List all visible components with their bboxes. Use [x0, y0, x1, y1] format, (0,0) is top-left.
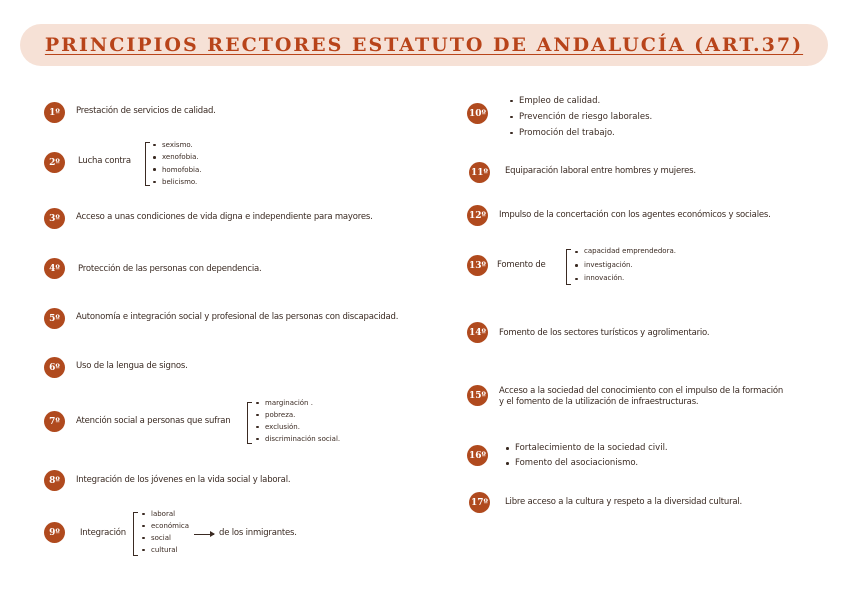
list-item: Fomento del asociacionismo. [505, 456, 668, 471]
principle-9-list [141, 508, 189, 556]
badge-10: 10º [467, 103, 488, 124]
brace [247, 402, 252, 444]
badge-16: 16º [467, 445, 488, 466]
list-item: Prevención de riesgo laborales. [509, 109, 652, 125]
badge-4: 4º [44, 258, 65, 279]
title-banner [20, 24, 828, 66]
brace [133, 512, 138, 556]
badge-1: 1º [44, 102, 65, 123]
badge-13: 13º [467, 255, 488, 276]
principle-14-text: Fomento de los sectores turísticos y agrolimentario. [499, 328, 710, 338]
list-item: Empleo de calidad. [509, 93, 652, 109]
badge-12: 12º [467, 205, 488, 226]
principle-11-text: Equiparación laboral entre hombres y mujeres. [505, 166, 696, 176]
list-item: social [141, 532, 189, 544]
arrow-icon [194, 534, 214, 535]
list-item: innovación. [574, 272, 676, 286]
principle-16-list [505, 441, 668, 471]
badge-15: 15º [467, 385, 488, 406]
list-item: discriminación social. [255, 433, 340, 445]
list-item: laboral [141, 508, 189, 520]
list-item: capacidad emprendedora. [574, 245, 676, 259]
principle-13-label: Fomento de [497, 260, 546, 270]
list-item: marginación . [255, 397, 340, 409]
principle-7-list [255, 397, 340, 445]
principle-13-list [574, 245, 676, 286]
principle-6-text: Uso de la lengua de signos. [76, 361, 188, 371]
principle-9-tail: de los inmigrantes. [219, 528, 297, 538]
badge-8: 8º [44, 470, 65, 491]
list-item: xenofobia. [152, 151, 201, 163]
principle-9-label: Integración [80, 528, 126, 538]
badge-2: 2º [44, 152, 65, 173]
principle-10-list [509, 93, 652, 141]
list-item: pobreza. [255, 409, 340, 421]
principle-3-text: Acceso a unas condiciones de vida digna e independiente para mayores. [76, 212, 373, 222]
principle-2-list [152, 139, 201, 188]
list-item: belicismo. [152, 176, 201, 188]
list-item: homofobia. [152, 164, 201, 176]
badge-3: 3º [44, 208, 65, 229]
list-item: exclusión. [255, 421, 340, 433]
principle-15-line1: Acceso a la sociedad del conocimiento con el impulso de la formación [499, 386, 784, 396]
list-item: Fortalecimiento de la sociedad civil. [505, 441, 668, 456]
badge-5: 5º [44, 308, 65, 329]
brace [566, 249, 571, 285]
badge-9: 9º [44, 522, 65, 543]
principle-17-text: Libre acceso a la cultura y respeto a la diversidad cultural. [505, 497, 743, 507]
principle-4-text: Protección de las personas con dependencia. [78, 264, 262, 274]
list-item: Promoción del trabajo. [509, 125, 652, 141]
list-item: cultural [141, 544, 189, 556]
badge-7: 7º [44, 411, 65, 432]
principle-15-line2: y el fomento de la utilización de infraestructuras. [499, 397, 699, 407]
list-item: económica [141, 520, 189, 532]
principle-12-text: Impulso de la concertación con los agentes económicos y sociales. [499, 210, 771, 220]
principle-8-text: Integración de los jóvenes en la vida social y laboral. [76, 475, 291, 485]
principle-5-text: Autonomía e integración social y profesional de las personas con discapacidad. [76, 312, 399, 322]
principle-2-label: Lucha contra [78, 156, 131, 166]
badge-17: 17º [469, 492, 490, 513]
brace [145, 142, 150, 186]
page-title: PRINCIPIOS RECTORES ESTATUTO DE ANDALUCÍA (ART.37) [44, 34, 804, 56]
badge-6: 6º [44, 357, 65, 378]
badge-14: 14º [467, 322, 488, 343]
principle-1-text: Prestación de servicios de calidad. [76, 106, 216, 116]
principle-7-label: Atención social a personas que sufran [76, 416, 231, 426]
list-item: investigación. [574, 259, 676, 273]
badge-11: 11º [469, 162, 490, 183]
list-item: sexismo. [152, 139, 201, 151]
